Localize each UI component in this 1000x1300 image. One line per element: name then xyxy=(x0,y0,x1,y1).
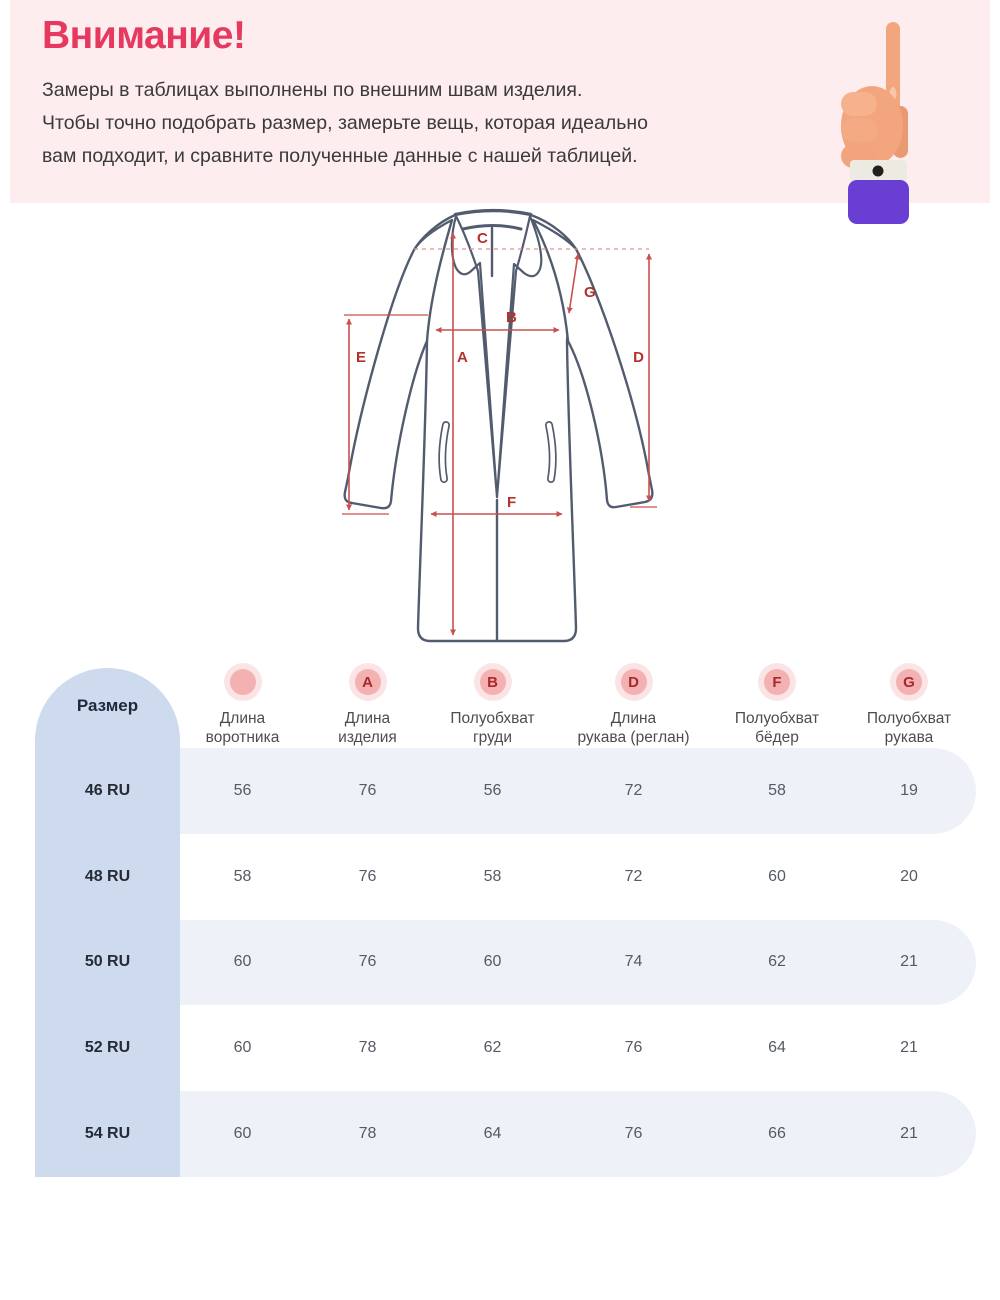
size-label: 52 RU xyxy=(84,1039,131,1057)
cell-value: 64 xyxy=(483,1125,502,1143)
column-header-b xyxy=(430,668,555,748)
cell-value: 62 xyxy=(483,1039,502,1057)
size-label: 46 RU xyxy=(84,781,131,799)
size-label: 54 RU xyxy=(84,1125,131,1143)
measure-label-e: E xyxy=(356,349,367,366)
cell-value: 76 xyxy=(624,1125,643,1143)
measure-badge-b: B xyxy=(474,663,512,701)
cuff-button xyxy=(873,166,884,177)
column-label: Полуобхват груди xyxy=(450,710,535,746)
cell-value: 56 xyxy=(233,781,252,799)
cell-value: 20 xyxy=(900,867,918,885)
banner-title: Внимание! xyxy=(42,14,246,57)
column-label: Длина рукава (реглан) xyxy=(577,710,690,746)
table-body xyxy=(35,748,976,1177)
column-label: Полуобхват бёдер xyxy=(734,710,820,746)
banner-text-line-1: Замеры в таблицах выполнены по внешним швам изделия. xyxy=(42,79,583,101)
measure-badge-a: A xyxy=(349,663,387,701)
column-label: Длина изделия xyxy=(338,710,397,746)
measure-label-g: G xyxy=(584,284,596,301)
table-row-46ru xyxy=(35,748,976,834)
cell-value: 60 xyxy=(768,867,786,885)
cell-value: 60 xyxy=(233,1125,252,1143)
size-label: 50 RU xyxy=(84,953,131,971)
table-header-row xyxy=(180,668,976,748)
measure-label-d: D xyxy=(633,349,644,366)
measure-badge-g: G xyxy=(890,663,928,701)
cell-value: 74 xyxy=(624,953,643,971)
purple-sleeve xyxy=(848,180,909,224)
table-row-54ru xyxy=(35,1091,976,1177)
column-header-d xyxy=(555,668,712,748)
cell-value: 21 xyxy=(900,1125,918,1143)
coat-diagram-svg xyxy=(330,205,680,655)
measure-label-a: A xyxy=(457,349,468,366)
cell-value: 76 xyxy=(358,867,377,885)
column-header-collar-length xyxy=(180,668,305,748)
cell-value: 21 xyxy=(900,1039,918,1057)
cell-value: 76 xyxy=(624,1039,643,1057)
folded-finger-2 xyxy=(841,118,877,142)
table-row-48ru xyxy=(35,834,976,920)
size-column-header: Размер xyxy=(76,696,139,715)
cell-value: 58 xyxy=(233,867,252,885)
column-label: Длина воротника xyxy=(205,710,280,746)
banner-text-line-2: Чтобы точно подобрать размер, замерьте вещь, которая идеально xyxy=(42,112,648,134)
measure-label-f: F xyxy=(507,494,517,511)
column-header-g xyxy=(842,668,976,748)
cell-value: 72 xyxy=(624,867,643,885)
size-label: 48 RU xyxy=(84,867,131,885)
table-row-50ru xyxy=(35,920,976,1006)
cell-value: 21 xyxy=(900,953,918,971)
measure-badge xyxy=(224,663,262,701)
cell-value: 60 xyxy=(233,1039,252,1057)
cell-value: 64 xyxy=(768,1039,786,1057)
measure-badge-d: D xyxy=(615,663,653,701)
cell-value: 60 xyxy=(233,953,252,971)
folded-finger-1 xyxy=(841,92,877,116)
column-label: Полуобхват рукава xyxy=(866,710,952,746)
banner-text-line-3: вам подходит, и сравните полученные данные с нашей таблицей. xyxy=(42,145,638,167)
cell-value: 72 xyxy=(624,781,643,799)
measure-badge-f: F xyxy=(758,663,796,701)
table-row-52ru xyxy=(35,1005,976,1091)
cell-value: 19 xyxy=(900,781,918,799)
size-table xyxy=(35,668,976,1177)
cell-value: 76 xyxy=(358,953,377,971)
measure-label-c: C xyxy=(477,230,488,247)
measure-label-b: B xyxy=(506,309,517,326)
column-header-a xyxy=(305,668,430,748)
attention-banner xyxy=(10,0,990,203)
pointing-hand-illustration xyxy=(839,22,917,222)
cell-value: 56 xyxy=(483,781,502,799)
cell-value: 58 xyxy=(483,867,502,885)
column-header-f xyxy=(712,668,842,748)
cell-value: 60 xyxy=(483,953,502,971)
cell-value: 78 xyxy=(358,1039,377,1057)
banner-text xyxy=(42,74,648,173)
cell-value: 78 xyxy=(358,1125,377,1143)
cell-value: 62 xyxy=(768,953,786,971)
cell-value: 58 xyxy=(768,781,786,799)
cell-value: 66 xyxy=(768,1125,786,1143)
coat-measurement-diagram xyxy=(330,205,680,655)
cell-value: 76 xyxy=(358,781,377,799)
